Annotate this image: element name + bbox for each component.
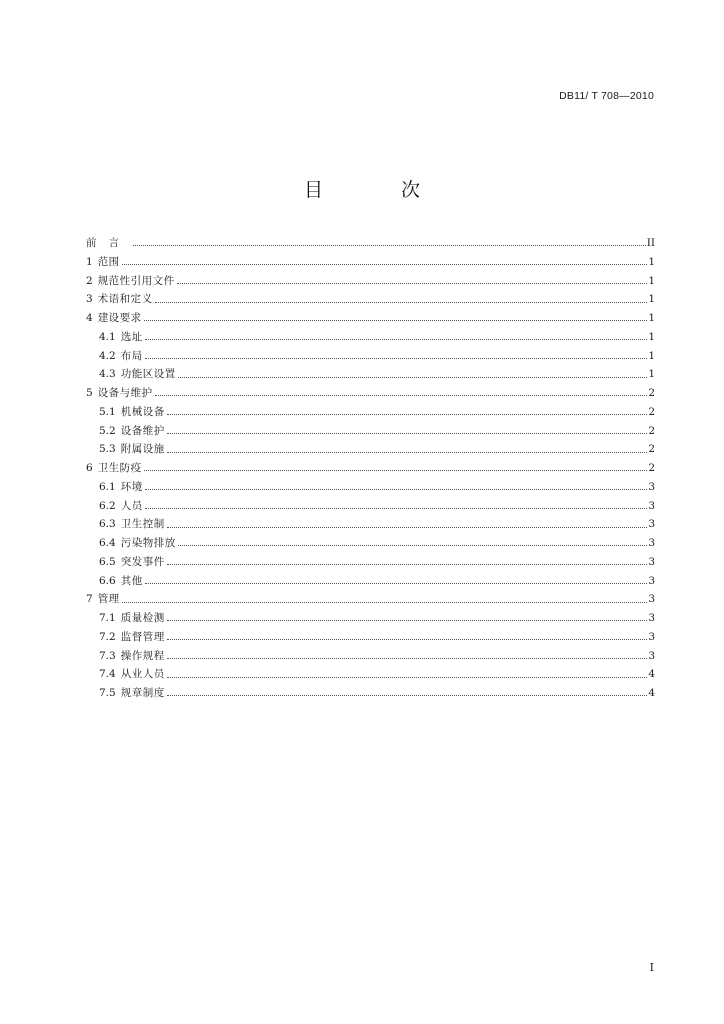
toc-dot-leader [167, 619, 648, 621]
toc-dot-leader [167, 657, 648, 659]
toc-entry-label: 从业人员 [120, 668, 165, 681]
toc-entry-label: 范围 [97, 255, 120, 268]
toc-entry-label: 设备维护 [120, 424, 165, 437]
toc-entry-page: 1 [648, 312, 655, 324]
toc-dot-leader [145, 507, 648, 509]
toc-dot-leader [167, 432, 648, 434]
toc-entry-page: 4 [648, 668, 655, 681]
toc-dot-leader [145, 488, 648, 490]
toc-entry-number: 6.5 [99, 555, 116, 568]
toc-dot-leader [145, 582, 648, 584]
toc-entry-label: 规范性引用文件 [97, 274, 175, 287]
toc-entry-number: 6.6 [99, 574, 116, 587]
toc-entry-label: 选址 [120, 330, 143, 343]
toc-dot-leader [167, 526, 648, 528]
toc-entry-number: 7.2 [99, 630, 116, 643]
toc-dot-leader [167, 413, 648, 415]
toc-entry-page: 1 [648, 349, 655, 362]
toc-entry[interactable] [86, 534, 655, 553]
toc-entry-label: 规章制度 [120, 687, 165, 699]
toc-entry-page: 1 [648, 368, 655, 381]
toc-dot-leader [144, 469, 648, 471]
toc-entry-page: 3 [648, 537, 655, 549]
toc-entry-number: 7.5 [99, 687, 116, 699]
toc-entry-page: 2 [648, 462, 655, 474]
toc-entry[interactable] [86, 234, 655, 253]
toc-entry-label: 人员 [120, 499, 143, 512]
toc-entry-label: 操作规程 [120, 649, 165, 662]
toc-entry-page: 3 [648, 518, 655, 531]
toc-entry[interactable] [86, 572, 655, 591]
toc-dot-leader [122, 263, 648, 265]
toc-entry-label: 布局 [120, 349, 143, 362]
toc-entry-label: 设备与维护 [97, 387, 153, 399]
toc-entry-page: 2 [648, 405, 655, 418]
toc-entry-page: 1 [648, 293, 655, 306]
toc-entry-label: 卫生控制 [120, 518, 165, 531]
toc-entry[interactable] [86, 253, 655, 272]
toc-entry[interactable] [86, 422, 655, 441]
toc-entry[interactable] [86, 647, 655, 666]
toc-entry-label: 建设要求 [97, 312, 142, 324]
toc-entry-number: 5.3 [99, 443, 116, 456]
toc-entry[interactable] [86, 290, 655, 309]
toc-entry-label: 管理 [97, 593, 120, 606]
toc-entry-label: 附属设施 [120, 443, 165, 456]
toc-entry-label: 其他 [120, 574, 143, 587]
toc-dot-leader [178, 376, 648, 378]
toc-entry-page: 3 [648, 499, 655, 512]
toc-entry-number: 4.3 [99, 368, 116, 381]
toc-entry-number: 5 [86, 387, 93, 399]
toc-entry-label: 突发事件 [120, 555, 165, 568]
toc-entry[interactable] [86, 609, 655, 628]
toc-entry[interactable] [86, 384, 655, 403]
toc-entry-number: 6.1 [99, 480, 116, 493]
toc-entry-number: 6.3 [99, 518, 116, 531]
toc-dot-leader [155, 394, 648, 396]
toc-entry[interactable] [86, 347, 655, 366]
toc-entry-label: 前言 [86, 237, 131, 249]
toc-entry[interactable] [86, 628, 655, 647]
toc-dot-leader [145, 357, 648, 359]
toc-dot-leader [167, 676, 648, 678]
toc-entry-label: 功能区设置 [120, 368, 176, 381]
toc-dot-leader [133, 244, 646, 246]
toc-entry-page: 3 [648, 630, 655, 643]
toc-entry[interactable] [86, 309, 655, 328]
toc-dot-leader [178, 544, 648, 546]
toc-entry-number: 7.3 [99, 649, 116, 662]
toc-entry-number: 1 [86, 255, 93, 268]
toc-entry-label: 卫生防疫 [97, 462, 142, 474]
toc-dot-leader [155, 301, 648, 303]
toc-entry-page: 2 [648, 387, 655, 399]
toc-entry-page: 2 [648, 424, 655, 437]
toc-entry-label: 监督管理 [120, 630, 165, 643]
toc-entry-number: 7 [86, 593, 93, 606]
toc-title: 目 次 [303, 179, 457, 201]
toc-entry-label: 机械设备 [120, 405, 165, 418]
toc-entry-number: 2 [86, 274, 93, 287]
toc-dot-leader [177, 282, 648, 284]
toc-dot-leader [122, 601, 648, 603]
toc-entry[interactable] [86, 684, 655, 703]
toc-entry-number: 5.1 [99, 405, 116, 418]
toc-entry-page: 3 [648, 593, 655, 606]
toc-entry[interactable] [86, 665, 655, 684]
toc-entry-label: 术语和定义 [97, 293, 153, 306]
toc-entry-page: II [646, 237, 655, 249]
document-code: DB11/ T 708—2010 [559, 90, 654, 102]
toc-entry[interactable] [86, 328, 655, 347]
toc-entry-number: 3 [86, 293, 93, 306]
toc-entry-page: 1 [648, 330, 655, 343]
table-of-contents [86, 234, 655, 703]
toc-entry-page: 3 [648, 649, 655, 662]
toc-entry-page: 1 [648, 274, 655, 287]
toc-entry-number: 6 [86, 462, 93, 474]
toc-entry[interactable] [86, 403, 655, 422]
toc-entry-number: 4.1 [99, 330, 116, 343]
toc-entry-number: 6.4 [99, 537, 116, 549]
page-number: I [649, 961, 654, 974]
toc-entry[interactable] [86, 515, 655, 534]
toc-entry-label: 质量检测 [120, 612, 165, 624]
toc-entry-number: 4.2 [99, 349, 116, 362]
toc-entry[interactable] [86, 365, 655, 384]
toc-entry[interactable] [86, 590, 655, 609]
toc-entry-number: 4 [86, 312, 93, 324]
toc-entry[interactable] [86, 440, 655, 459]
toc-dot-leader [167, 563, 648, 565]
toc-entry[interactable] [86, 272, 655, 291]
toc-entry[interactable] [86, 553, 655, 572]
toc-entry-page: 3 [648, 612, 655, 624]
toc-entry-page: 1 [648, 255, 655, 268]
toc-entry[interactable] [86, 497, 655, 516]
toc-entry-number: 7.1 [99, 612, 116, 624]
toc-entry[interactable] [86, 459, 655, 478]
toc-entry-number: 7.4 [99, 668, 116, 681]
toc-entry-number: 6.2 [99, 499, 116, 512]
toc-dot-leader [167, 638, 648, 640]
toc-entry-page: 3 [648, 555, 655, 568]
toc-dot-leader [167, 694, 648, 696]
toc-dot-leader [144, 319, 648, 321]
toc-dot-leader [145, 338, 648, 340]
toc-dot-leader [167, 451, 648, 453]
toc-entry-label: 环境 [120, 480, 143, 493]
toc-entry-label: 污染物排放 [120, 537, 176, 549]
toc-entry-page: 4 [648, 687, 655, 699]
toc-entry-number: 5.2 [99, 424, 116, 437]
toc-entry-page: 2 [648, 443, 655, 456]
toc-entry[interactable] [86, 478, 655, 497]
toc-entry-page: 3 [648, 480, 655, 493]
toc-entry-page: 3 [648, 574, 655, 587]
